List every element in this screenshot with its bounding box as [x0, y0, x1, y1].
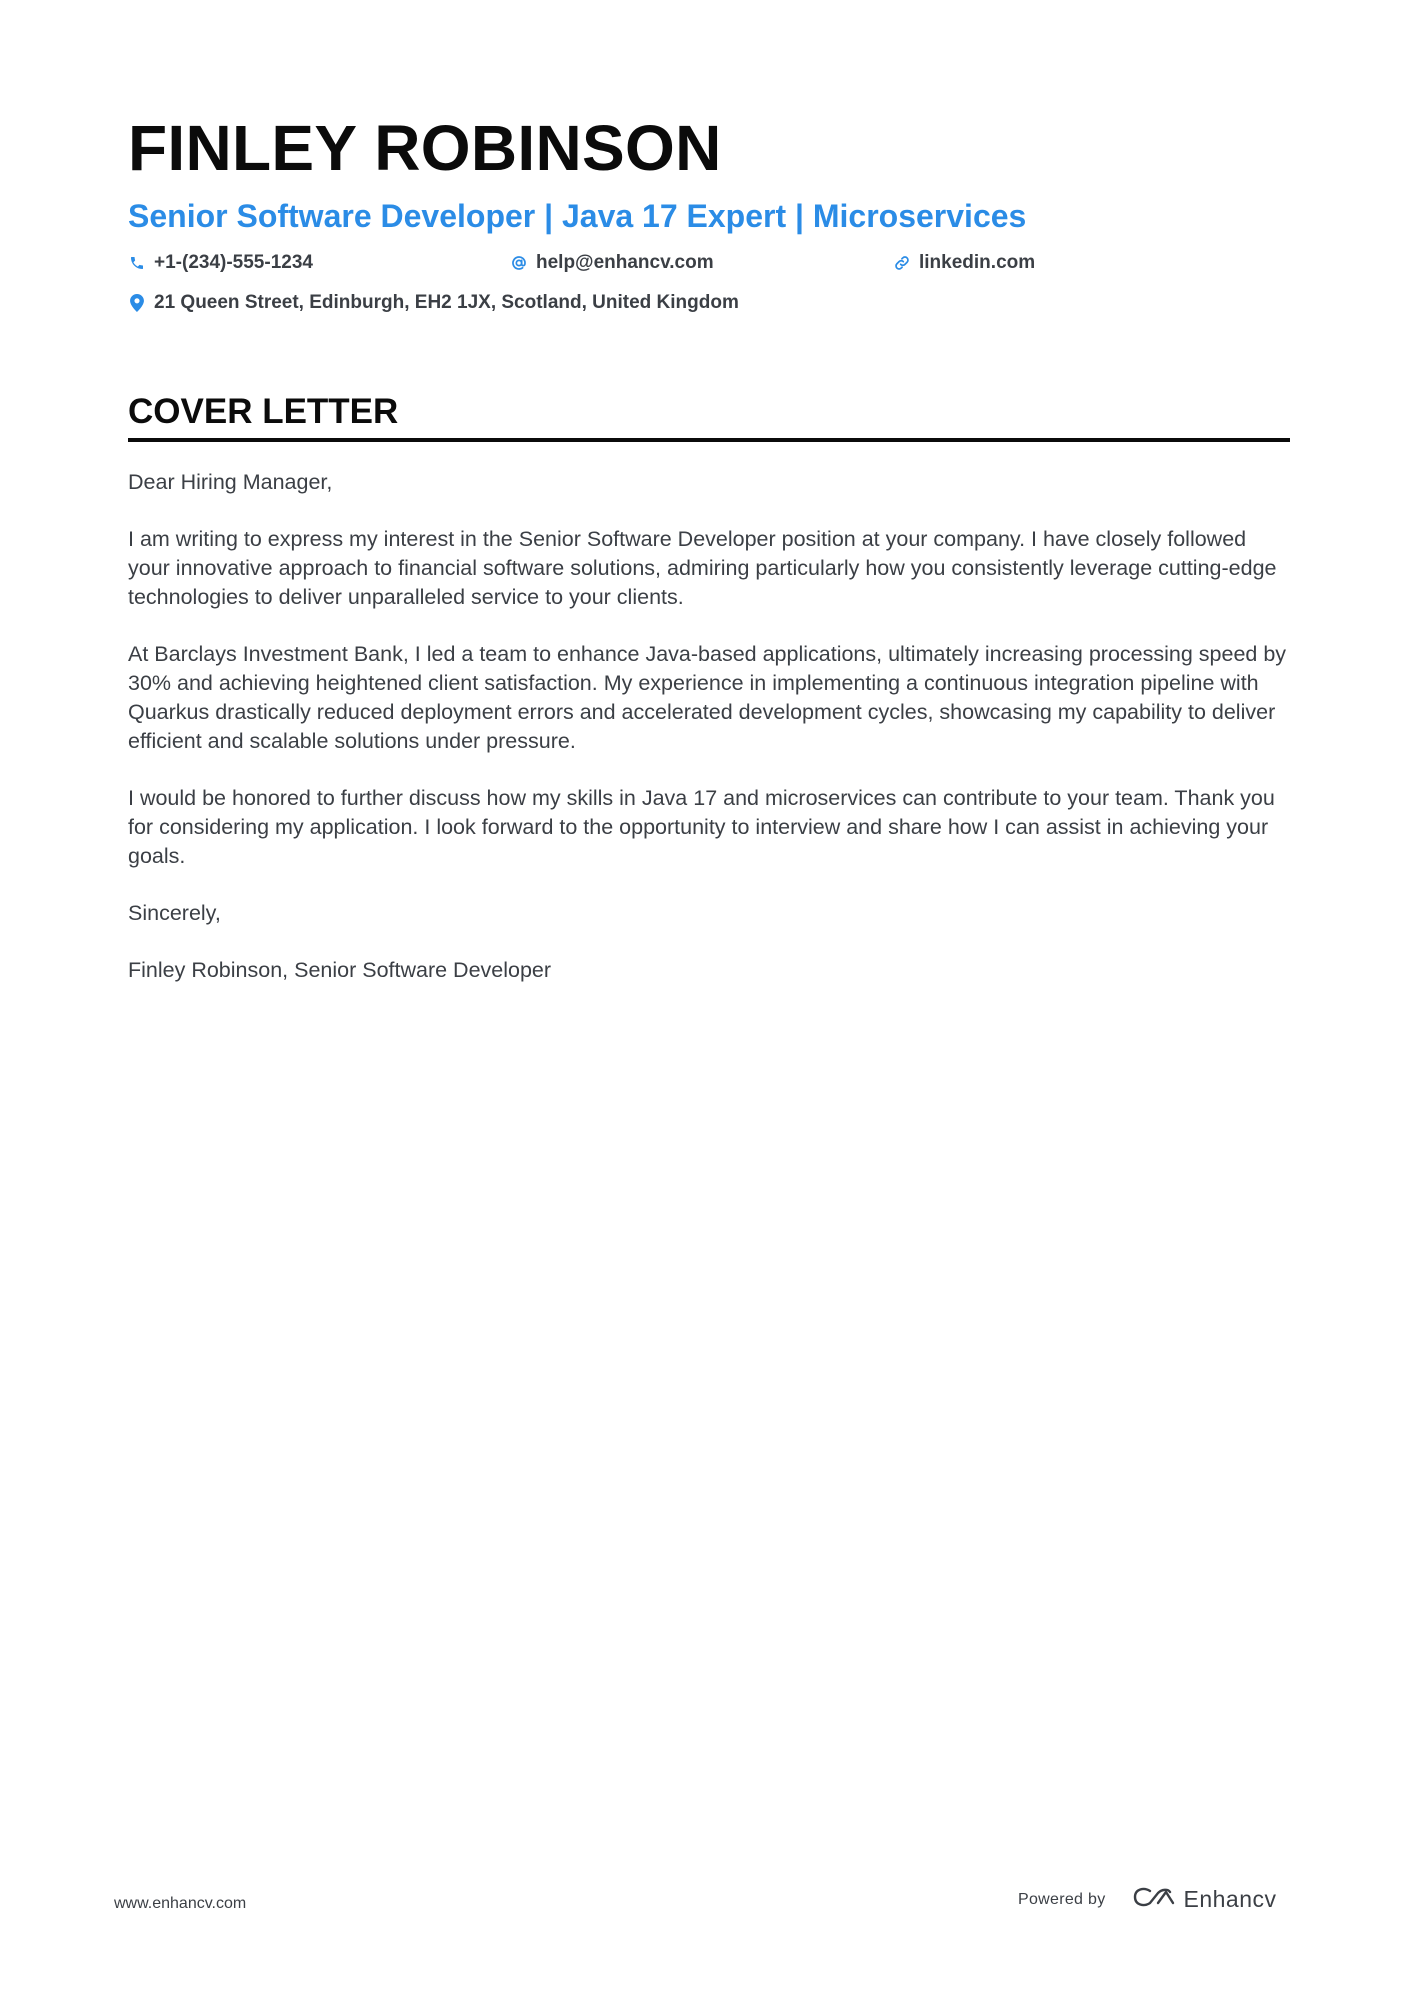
- letter-body: [128, 468, 1290, 1013]
- phone-number: +1-(234)-555-1234: [154, 252, 313, 273]
- enhancv-logo: [1132, 1885, 1277, 1914]
- section-title: COVER LETTER: [128, 392, 399, 431]
- candidate-title: Senior Software Developer | Java 17 Expert | Microservices: [128, 198, 1027, 234]
- contact-link[interactable]: [893, 250, 1035, 276]
- contact-phone[interactable]: [128, 250, 313, 276]
- letter-signature: Finley Robinson, Senior Software Developer: [128, 958, 552, 982]
- header: [128, 108, 1288, 330]
- section-divider: [128, 438, 1290, 442]
- letter-paragraph-2: At Barclays Investment Bank, I led a team to enhance Java-based applications, ultimately increasing processing speed by 30% and achieving heightened client satisfaction. My experience in implementing a continuous integration pipeline with Quarkus drastically reduced deployment errors and accelerated development cycles, showcasing my capability to deliver efficient and scalable solutions under pressure.: [128, 642, 1287, 753]
- footer-brand[interactable]: [1018, 1885, 1277, 1914]
- contact-email[interactable]: [510, 250, 714, 276]
- powered-by-label: Powered by: [1018, 1890, 1106, 1908]
- contact-location: [128, 290, 739, 316]
- location-text: 21 Queen Street, Edinburgh, EH2 1JX, Scotland, United Kingdom: [154, 292, 739, 313]
- location-pin-icon: [128, 294, 146, 312]
- footer-website[interactable]: www.enhancv.com: [114, 1895, 247, 1912]
- link-icon: [893, 254, 911, 272]
- linkedin-url: linkedin.com: [919, 252, 1036, 273]
- letter-greeting: Dear Hiring Manager,: [128, 470, 333, 494]
- enhancv-logo-icon: [1132, 1885, 1176, 1914]
- letter-paragraph-1: I am writing to express my interest in the Senior Software Developer position at your company. I have closely followed your innovative approach to financial software solutions, admiring particularly how you consistently leverage cutting-edge technologies to deliver unparalleled service to your clients.: [128, 527, 1277, 609]
- contact-info: [128, 250, 1288, 330]
- email-address: help@enhancv.com: [536, 252, 714, 273]
- phone-icon: [128, 254, 146, 272]
- letter-paragraph-3: I would be honored to further discuss how my skills in Java 17 and microservices can contribute to your team. Thank you for considering my application. I look forward to the opportunity to interview and share how I can assist in achieving your goals.: [128, 786, 1275, 868]
- letter-closing: Sincerely,: [128, 901, 221, 925]
- at-icon: [510, 254, 528, 272]
- brand-name: Enhancv: [1183, 1886, 1277, 1912]
- candidate-name: FINLEY ROBINSON: [128, 112, 722, 184]
